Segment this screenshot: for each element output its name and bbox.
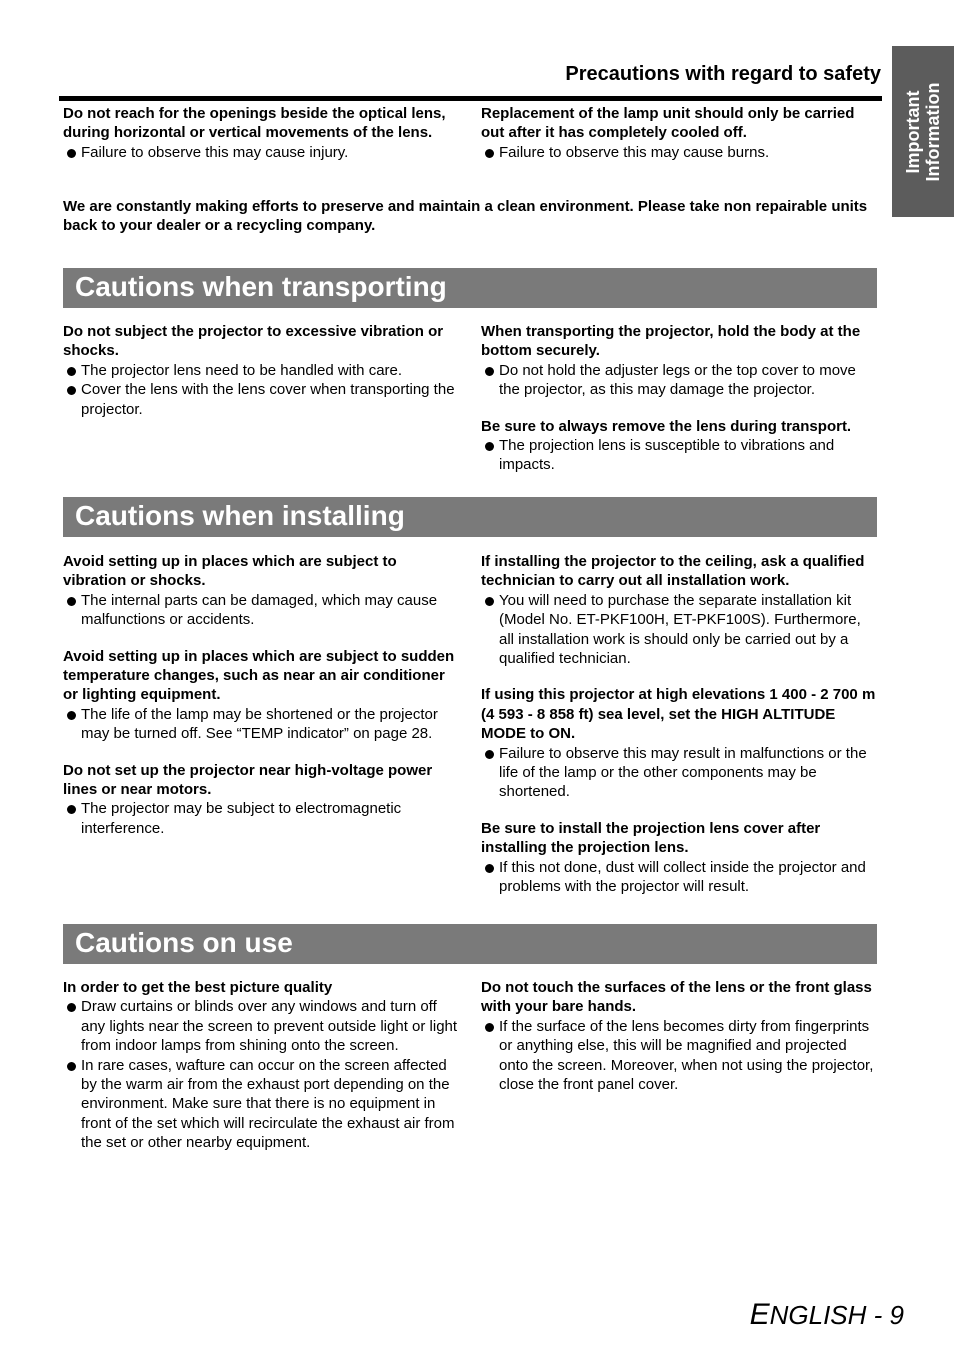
environment-note: We are constantly making efforts to preserve and maintain a clean environment. Please take non repairable units back to your dealer or a recycling company. — [63, 198, 868, 235]
bullet-list — [481, 436, 877, 475]
bullet-list — [63, 143, 459, 162]
bullet-item: The projector may be subject to electromagnetic interference. — [63, 799, 459, 838]
section-title-installing: Cautions when installing — [63, 497, 877, 537]
page-footer — [750, 1298, 904, 1332]
caution-heading: Avoid setting up in places which are subject to sudden temperature changes, such as near an air conditioner or lighting equipment. — [63, 647, 455, 704]
bullet-item: The projection lens is susceptible to vibrations and impacts. — [481, 436, 877, 475]
bullet-item: In rare cases, wafture can occur on the screen affected by the warm air from the exhaust port depending on the environment. Make sure that there is no equipment in front of the set which will recirculate the exhaust air from the set or other nearby equipment. — [63, 1056, 459, 1153]
caution-heading: Be sure to always remove the lens during transport. — [481, 417, 852, 435]
bullet-list — [63, 705, 459, 744]
bullet-item: The life of the lamp may be shortened or the projector may be turned off. See “TEMP indicator” on page 28. — [63, 705, 459, 744]
caution-heading: In order to get the best picture quality — [63, 979, 333, 996]
bullet-item: Failure to observe this may cause injury. — [63, 143, 459, 162]
caution-heading: Do not reach for the openings beside the optical lens, during horizontal or vertical movements of the lens. — [63, 105, 446, 142]
on-use-right-column — [481, 978, 877, 1094]
bullet-item: If the surface of the lens becomes dirty from fingerprints or anything else, this will be magnified and projected onto the screen. Moreover, when not using the projector, close the front panel cover. — [481, 1017, 877, 1095]
footer-cap: E — [749, 1298, 770, 1331]
bullet-list — [63, 799, 459, 838]
installing-left-column — [63, 552, 459, 838]
caution-heading: Be sure to install the projection lens cover after installing the projection lens. — [481, 819, 821, 857]
bullet-item: Failure to observe this may cause burns. — [481, 143, 877, 162]
transporting-right-column — [481, 322, 877, 475]
bullet-list — [481, 858, 877, 897]
caution-heading: Do not touch the surfaces of the lens or the front glass with your bare hands. — [481, 979, 872, 1016]
caution-heading: If installing the projector to the ceiling, ask a qualified technician to carry out all installation work. — [481, 553, 865, 590]
bullet-list — [63, 997, 459, 1152]
installing-right-column — [481, 552, 877, 897]
footer-rest: NGLISH - 9 — [769, 1300, 904, 1330]
page-header-title: Precautions with regard to safety — [565, 63, 881, 85]
caution-heading: If using this projector at high elevations 1 400 - 2 700 m (4 593 - 8 858 ft) sea level, set the HIGH ALTITUDE MODE to ON. — [481, 686, 876, 743]
caution-heading: Do not set up the projector near high-voltage power lines or near motors. — [63, 761, 433, 799]
bullet-item: Failure to observe this may result in malfunctions or the life of the lamp or the other components may be shortened. — [481, 744, 877, 802]
bullet-item: Do not hold the adjuster legs or the top cover to move the projector, as this may damage the projector. — [481, 361, 877, 400]
bullet-list — [481, 591, 877, 669]
on-use-left-column — [63, 978, 459, 1153]
bullet-list — [63, 591, 459, 630]
bullet-item: The internal parts can be damaged, which may cause malfunctions or accidents. — [63, 591, 459, 630]
bullet-item: The projector lens need to be handled with care. — [63, 361, 459, 380]
bullet-list — [481, 744, 877, 802]
top-left-block — [63, 104, 459, 162]
bullet-item: Cover the lens with the lens cover when transporting the projector. — [63, 380, 459, 419]
bullet-item: If this not done, dust will collect inside the projector and problems with the projector will result. — [481, 858, 877, 897]
bullet-item: You will need to purchase the separate installation kit (Model No. ET-PKF100H, ET-PKF100S). Furthermore, all installation work is should only be carried out by a qualified technician. — [481, 591, 877, 669]
transporting-left-column — [63, 322, 459, 419]
header-rule — [59, 96, 882, 101]
caution-heading: Avoid setting up in places which are subject to vibration or shocks. — [63, 553, 397, 590]
caution-heading: Do not subject the projector to excessive vibration or shocks. — [63, 323, 444, 360]
bullet-item: Draw curtains or blinds over any windows and turn off any lights near the screen to prevent outside light or light from indoor lamps from shining onto the screen. — [63, 997, 459, 1055]
bullet-list — [481, 361, 877, 400]
caution-heading: When transporting the projector, hold the body at the bottom securely. — [481, 323, 861, 360]
bullet-list — [481, 143, 877, 162]
bullet-list — [481, 1017, 877, 1095]
caution-heading: Replacement of the lamp unit should only be carried out after it has completely cooled off. — [481, 105, 855, 142]
side-tab-label: Important Information — [903, 82, 943, 181]
section-title-transporting: Cautions when transporting — [63, 268, 877, 308]
bullet-list — [63, 361, 459, 419]
section-title-on-use: Cautions on use — [63, 924, 877, 964]
side-tab-important-information — [892, 46, 954, 217]
top-right-block — [481, 104, 877, 162]
